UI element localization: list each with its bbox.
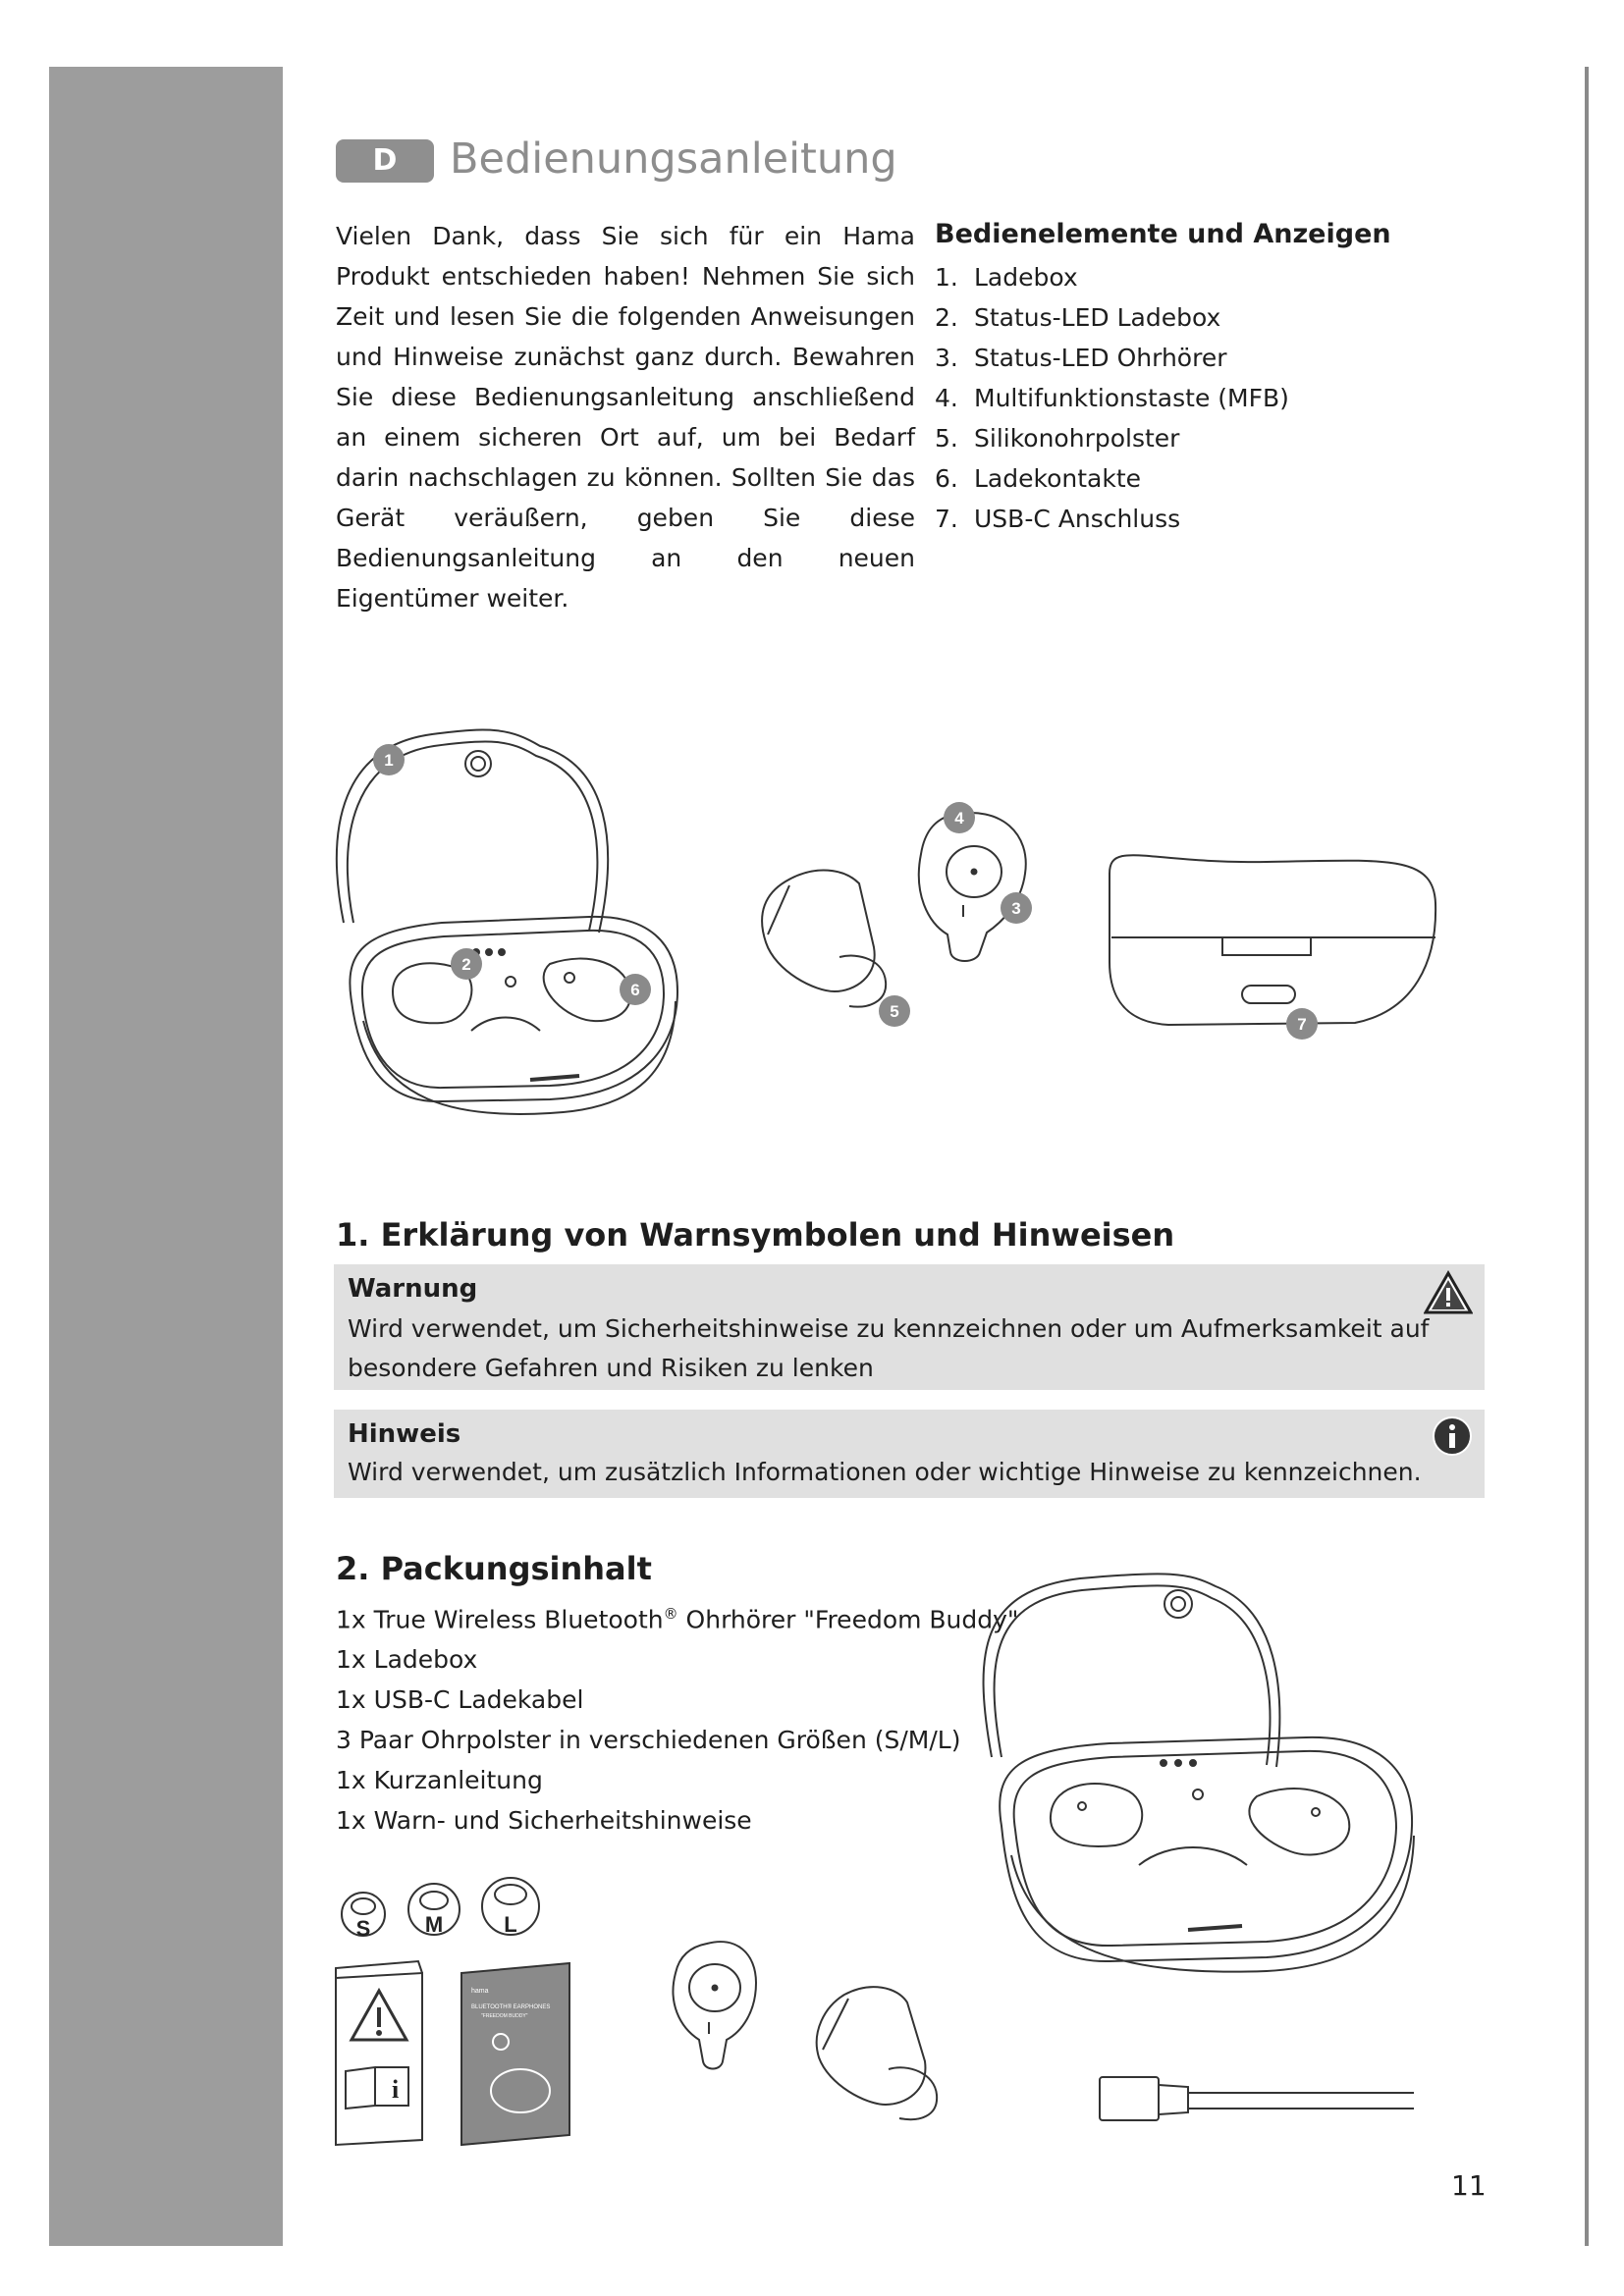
- item-number: 3.: [935, 344, 958, 372]
- item-label: Multifunktionstaste (MFB): [974, 384, 1289, 412]
- side-bar: [49, 67, 283, 2246]
- ear-tips-drawing: [342, 1878, 539, 1941]
- info-icon: [1432, 1415, 1473, 1457]
- booklet-title: BLUETOOTH® EARPHONES: [471, 2004, 551, 2010]
- note-text: Wird verwendet, um zusätzlich Informationen oder wichtige Hinweise zu kennzeichnen.: [348, 1458, 1422, 1486]
- earbud-side-drawing: [817, 1987, 937, 2119]
- list-item: 3 Paar Ohrpolster in verschiedenen Größen (S/M/L): [336, 1726, 961, 1755]
- section-heading-package: 2. Packungsinhalt: [336, 1550, 652, 1587]
- warning-title: Warnung: [348, 1274, 478, 1304]
- note-box: [334, 1410, 1485, 1498]
- svg-text:i: i: [392, 2075, 400, 2104]
- size-m-label: M: [424, 1912, 444, 1937]
- section-heading-warnings: 1. Erklärung von Warnsymbolen und Hinweisen: [336, 1216, 1175, 1254]
- item-label: Status-LED Ohrhörer: [974, 344, 1227, 372]
- list-item: 1x Kurzanleitung: [336, 1766, 543, 1795]
- callout-6: 6: [630, 981, 640, 999]
- callout-7: 7: [1297, 1015, 1307, 1034]
- item-number: 1.: [935, 263, 958, 292]
- note-title: Hinweis: [348, 1419, 461, 1449]
- list-item: [935, 257, 1347, 297]
- callout-5: 5: [890, 1002, 899, 1021]
- usb-cable-drawing: [1100, 2077, 1414, 2120]
- size-l-label: L: [504, 1912, 517, 1937]
- quick-guide-drawing: [461, 1963, 569, 2145]
- list-item: 1x Ladebox: [336, 1645, 478, 1675]
- list-item: [935, 378, 1347, 418]
- product-diagram: [324, 707, 1502, 1158]
- list-item: 1x Warn- und Sicherheitshinweise: [336, 1806, 752, 1836]
- item-number: 7.: [935, 505, 958, 533]
- right-margin-line: [1585, 67, 1589, 2246]
- item-label: USB-C Anschluss: [974, 505, 1181, 533]
- item-number: 5.: [935, 424, 958, 453]
- list-item: [935, 458, 1347, 499]
- item-number: 2.: [935, 303, 958, 332]
- safety-booklet-drawing: [336, 1961, 422, 2145]
- list-item: [935, 418, 1347, 458]
- package-contents-illustration: [324, 1571, 1502, 2169]
- warning-box: [334, 1264, 1485, 1390]
- callout-4: 4: [954, 809, 964, 828]
- charging-case-drawing: [984, 1574, 1414, 1971]
- callout-3: 3: [1011, 899, 1021, 918]
- list-item: [935, 499, 1347, 539]
- size-s-label: S: [355, 1916, 371, 1941]
- list-item: 1x True Wireless Bluetooth® Ohrhörer "Freedom Buddy": [336, 1605, 1019, 1634]
- item-label: Silikonohrpolster: [974, 424, 1180, 453]
- earbud-front-drawing: [919, 813, 1026, 961]
- callout-markers: [373, 744, 1318, 1040]
- page-number: 11: [1451, 2169, 1487, 2202]
- item-label: Ladekontakte: [974, 464, 1142, 493]
- item-label: Ladebox: [974, 263, 1078, 292]
- earbud-front-drawing: [673, 1942, 756, 2068]
- item-number: 6.: [935, 464, 958, 493]
- booklet-subtitle: "FREEDOM BUDDY": [481, 2013, 528, 2019]
- list-item: 1x USB-C Ladekabel: [336, 1685, 584, 1715]
- list-item: [935, 297, 1347, 338]
- controls-list: [935, 257, 1347, 539]
- controls-heading: Bedienelemente und Anzeigen: [935, 219, 1391, 249]
- earbud-side-drawing: [762, 870, 886, 1006]
- item-label: Status-LED Ladebox: [974, 303, 1221, 332]
- language-badge: D: [336, 139, 434, 183]
- item-number: 4.: [935, 384, 958, 412]
- warning-text: Wird verwendet, um Sicherheitshinweise zu kennzeichnen oder um Aufmerksamkeit auf besondere Gefahren und Risiken zu lenken: [348, 1314, 1430, 1382]
- page-title: Bedienungsanleitung: [450, 134, 897, 184]
- list-item: [935, 338, 1347, 378]
- closed-case-drawing: [1110, 855, 1435, 1025]
- callout-1: 1: [384, 751, 394, 770]
- callout-2: 2: [461, 955, 471, 974]
- charging-case-drawing: [337, 730, 677, 1114]
- intro-paragraph: Vielen Dank, dass Sie sich für ein Hama Produkt entschieden haben! Nehmen Sie sich Zeit und lesen Sie die folgenden Anweisungen und Hinweise zunächst ganz durch. Bewahren Sie diese Bedienungsanleitung anschließend an einem sicheren Ort auf, um bei Bedarf darin nachschlagen zu können. Sollten Sie das Gerät veräußern, geben Sie diese Bedienungsanleitung an den neuen Eigentümer weiter.: [336, 222, 915, 613]
- booklet-brand: hama: [471, 1988, 489, 1995]
